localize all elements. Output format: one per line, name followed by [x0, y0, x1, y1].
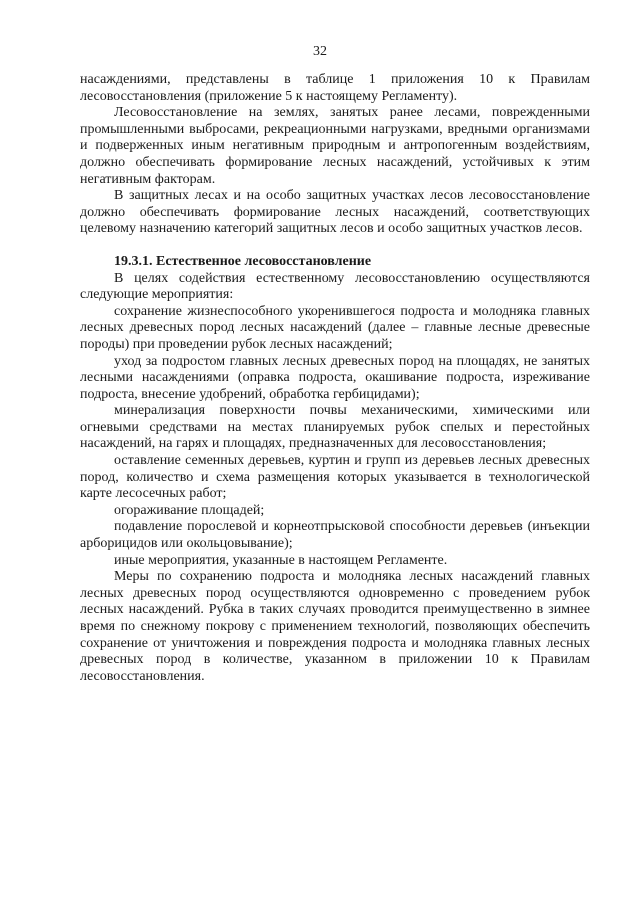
list-item: минерализация поверхности почвы механическими, химическими или огневыми средствами на местах планируемых рубок спелых и перестойных насаждений, на гарях и площадях, предназначенных для лесовосстановления;: [80, 403, 590, 452]
list-item: подавление порослевой и корнеотпрысковой способности деревьев (инъекции арборицидов или окольцовывание);: [80, 519, 590, 552]
section-heading: 19.3.1. Естественное лесовосстановление: [114, 253, 372, 269]
list-item: иные мероприятия, указанные в настоящем Регламенте.: [114, 552, 448, 568]
paragraph: В защитных лесах и на особо защитных участках лесов лесовосстановление должно обеспечивать формирование лесных насаждений, соответствующих целевому назначению категорий защитных лесов и особо защитных участков лесов.: [80, 188, 590, 237]
paragraph: Лесовосстановление на землях, занятых ранее лесами, поврежденными промышленными выбросами, рекреационными нагрузками, вредными организмами и подверженных иным негативным природным и антропогенным воздействиям, должно обеспечивать формирование лесных насаждений, устойчивых к этим негативным факторам.: [80, 105, 590, 187]
list-item: сохранение жизнеспособного укоренившегося подроста и молодняка главных лесных древесных пород лесных насаждений (далее – главные лесные древесные породы) при проведении рубок лесных насаждений;: [80, 303, 590, 352]
list-item: оставление семенных деревьев, куртин и групп из деревьев лесных древесных пород, количество и схема размещения которых указывается в технологической карте лесосечных работ;: [80, 453, 590, 502]
paragraph: В целях содействия естественному лесовосстановлению осуществляются следующие мероприятия:: [80, 270, 590, 303]
page-number: 32: [313, 44, 327, 59]
list-item: уход за подростом главных лесных древесных пород на площадях, не занятых лесными насаждениями (оправка подроста, окашивание подроста, изреживание подроста, внесение удобрений, обработка гербицидами);: [80, 353, 590, 402]
paragraph: насаждениями, представлены в таблице 1 приложения 10 к Правилам лесовосстановления (приложение 5 к настоящему Регламенту).: [80, 72, 590, 104]
list-item: огораживание площадей;: [114, 502, 265, 518]
paragraph: Меры по сохранению подроста и молодняка лесных насаждений главных лесных древесных пород осуществляются одновременно с проведением рубок лесных насаждений. Рубка в таких случаях проводится преимущественно в зимнее время по снежному покрову с применением технологий, позволяющих обеспечить сохранение от уничтожения и повреждения подроста и молодняка главных лесных древесных пород в количестве, указанном в приложении 10 к Правилам лесовосстановления.: [80, 569, 590, 684]
